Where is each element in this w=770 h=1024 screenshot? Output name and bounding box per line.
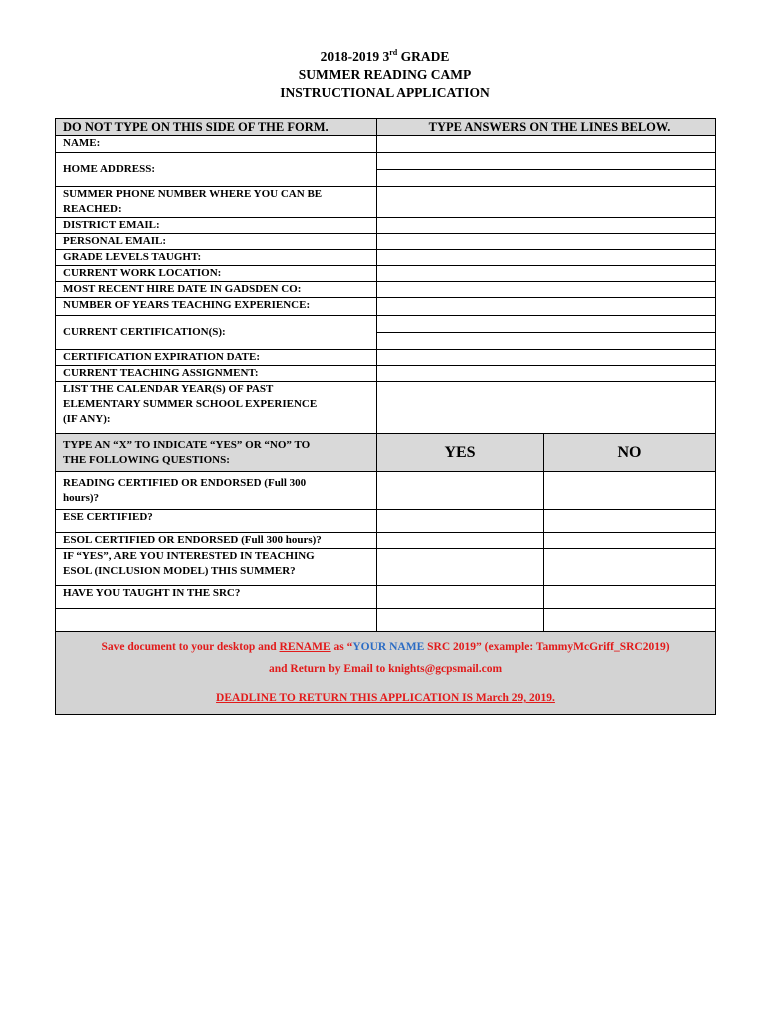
district-email-label: DISTRICT EMAIL: [56,218,377,234]
table-row [56,510,716,533]
home-address-answer-2[interactable] [377,170,716,187]
table-row [56,298,716,316]
reading-certified-question: READING CERTIFIED OR ENDORSED (Full 300 hours)? [56,472,377,510]
left-column-header: DO NOT TYPE ON THIS SIDE OF THE FORM. [56,119,377,136]
table-row [56,136,716,153]
title-line-2: SUMMER READING CAMP [298,67,472,82]
deadline-notice: DEADLINE TO RETURN THIS APPLICATION IS March 29, 2019. [216,692,555,704]
ese-certified-yes[interactable] [377,510,544,533]
esol-certified-yes[interactable] [377,533,544,549]
esol-certified-no[interactable] [544,533,716,549]
table-row [56,350,716,366]
name-label: NAME: [56,136,377,153]
ese-certified-no[interactable] [544,510,716,533]
past-summer-experience-answer[interactable] [377,382,716,434]
home-address-label: HOME ADDRESS: [56,153,377,187]
blank-no[interactable] [544,609,716,632]
personal-email-label: PERSONAL EMAIL: [56,234,377,250]
table-row [56,472,716,510]
grade-levels-label: GRADE LEVELS TAUGHT: [56,250,377,266]
table-row [56,366,716,382]
table-row [56,250,716,266]
teaching-assignment-answer[interactable] [377,366,716,382]
application-table [55,118,716,715]
teaching-assignment-label: CURRENT TEACHING ASSIGNMENT: [56,366,377,382]
table-row [56,609,716,632]
table-row [56,187,716,218]
taught-src-yes[interactable] [377,586,544,609]
title-line-3: INSTRUCTIONAL APPLICATION [280,85,490,100]
esol-certified-question: ESOL CERTIFIED OR ENDORSED (Full 300 hours)? [56,533,377,549]
certifications-answer-1[interactable] [377,316,716,333]
esol-interest-yes[interactable] [377,549,544,586]
cert-expiration-answer[interactable] [377,350,716,366]
table-row [56,282,716,298]
table-row [56,234,716,250]
personal-email-answer[interactable] [377,234,716,250]
certifications-label: CURRENT CERTIFICATION(S): [56,316,377,350]
past-summer-experience-label: LIST THE CALENDAR YEAR(S) OF PAST ELEMENTARY SUMMER SCHOOL EXPERIENCE (IF ANY): [56,382,377,434]
table-header-row [56,119,716,136]
home-address-answer-1[interactable] [377,153,716,170]
table-row [56,316,716,333]
blank-question[interactable] [56,609,377,632]
district-email-answer[interactable] [377,218,716,234]
certifications-answer-2[interactable] [377,333,716,350]
cert-expiration-label: CERTIFICATION EXPIRATION DATE: [56,350,377,366]
name-answer[interactable] [377,136,716,153]
esol-interest-no[interactable] [544,549,716,586]
table-row [56,533,716,549]
yes-no-header-row [56,434,716,472]
table-row [56,266,716,282]
summer-phone-answer[interactable] [377,187,716,218]
yes-no-instruction: TYPE AN “X” TO INDICATE “YES” OR “NO” TO THE FOLLOWING QUESTIONS: [56,434,377,472]
form-title [0,48,770,102]
blank-yes[interactable] [377,609,544,632]
summer-phone-label: SUMMER PHONE NUMBER WHERE YOU CAN BE REACHED: [56,187,377,218]
years-experience-label: NUMBER OF YEARS TEACHING EXPERIENCE: [56,298,377,316]
table-row [56,382,716,434]
table-row [56,153,716,170]
save-instruction: Save document to your desktop and RENAME as “YOUR NAME SRC 2019” (example: TammyMcGriff_SRC2019) [101,641,670,653]
ese-certified-question: ESE CERTIFIED? [56,510,377,533]
instructions-cell [56,632,716,715]
no-column-header: NO [544,434,716,472]
grade-levels-answer[interactable] [377,250,716,266]
years-experience-answer[interactable] [377,298,716,316]
table-row [56,218,716,234]
reading-certified-yes[interactable] [377,472,544,510]
return-instruction: and Return by Email to knights@gcpsmail.com [268,663,503,675]
esol-interest-question: IF “YES”, ARE YOU INTERESTED IN TEACHING ESOL (INCLUSION MODEL) THIS SUMMER? [56,549,377,586]
work-location-answer[interactable] [377,266,716,282]
taught-src-question: HAVE YOU TAUGHT IN THE SRC? [56,586,377,609]
right-column-header: TYPE ANSWERS ON THE LINES BELOW. [377,119,716,136]
work-location-label: CURRENT WORK LOCATION: [56,266,377,282]
hire-date-label: MOST RECENT HIRE DATE IN GADSDEN CO: [56,282,377,298]
yes-column-header: YES [377,434,544,472]
instructions-footer [56,632,716,715]
title-line-1: 2018-2019 3rd GRADE [320,48,450,64]
reading-certified-no[interactable] [544,472,716,510]
table-row [56,549,716,586]
taught-src-no[interactable] [544,586,716,609]
hire-date-answer[interactable] [377,282,716,298]
table-row [56,586,716,609]
